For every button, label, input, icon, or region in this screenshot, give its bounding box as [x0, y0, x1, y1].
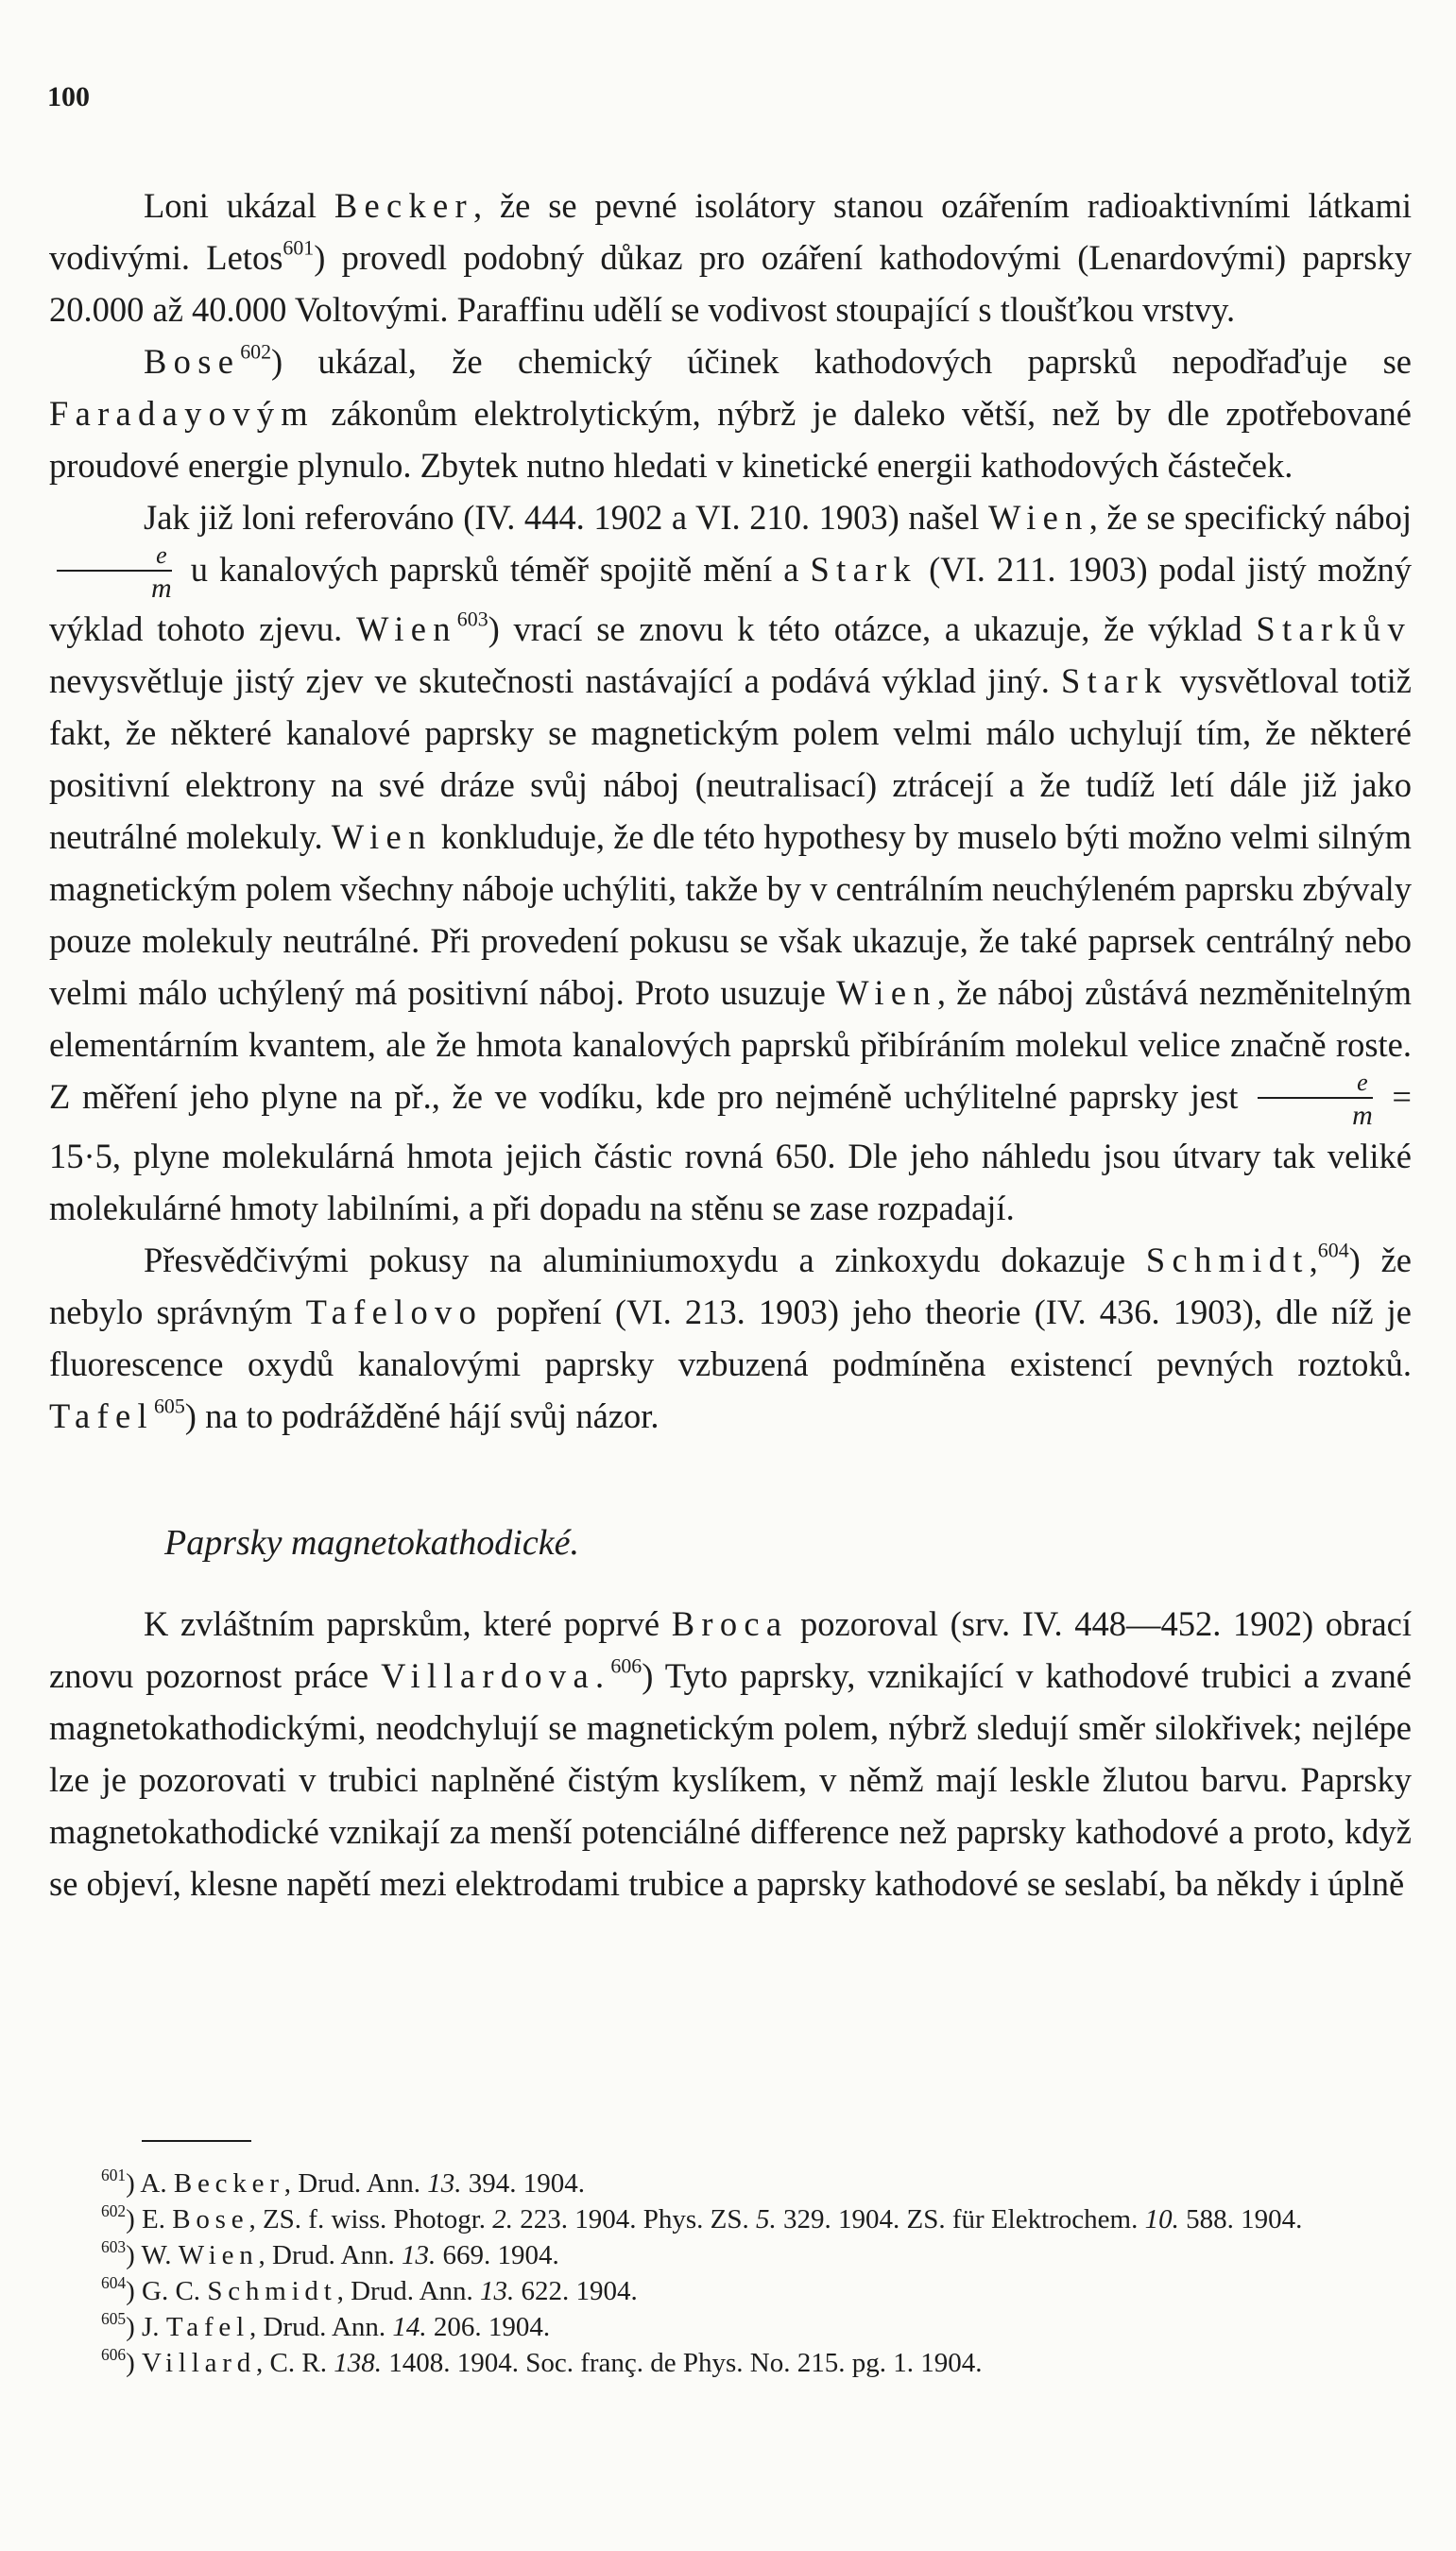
volume-number: 5.	[756, 2204, 777, 2234]
spaced-name: Stark	[810, 550, 918, 589]
text-run: 588. 1904.	[1178, 2204, 1303, 2234]
text-run: ,	[1309, 1241, 1318, 1280]
page-number: 100	[47, 81, 90, 112]
footnote-paren: )	[126, 2240, 142, 2270]
spaced-name: Wien	[356, 609, 457, 649]
spaced-name: Villard	[142, 2348, 257, 2378]
text-run: Přesvědčivými pokusy na aluminiumoxydu a zinkoxydu dokazuje	[144, 1241, 1146, 1280]
paragraph	[49, 1234, 1412, 1442]
paragraph	[49, 1598, 1412, 1909]
text-run: Jak již loni referováno (IV. 444. 1902 a VI. 210. 1903) našel	[144, 498, 988, 537]
paragraph	[49, 180, 1412, 335]
text-run: G. C.	[142, 2276, 208, 2306]
fraction-numerator: e	[57, 543, 172, 572]
footnote-paren: )	[126, 2168, 141, 2199]
footnotes	[49, 2166, 1412, 2381]
text-run: u kanalových paprsků téměř spojitě mění a	[179, 550, 811, 589]
text-run: vysvětloval totiž fakt, že některé kanalové paprsky se magnetickým polem velmi málo uchylují tím, že některé positivní elektrony na své dráze svůj náboj (neutralisací) ztrácejí a že tudíž letí dále již jako neutrálné molekuly.	[49, 661, 1413, 857]
footnote-number: 602	[101, 2200, 127, 2220]
spaced-name: Becker	[173, 2168, 284, 2199]
text-run: (VI. 211. 1903) podal jistý možný výklad tohoto zjevu.	[49, 550, 1413, 649]
spaced-name: Villardova.	[381, 1656, 611, 1696]
footnote	[49, 2201, 1412, 2237]
footnote-number: 606	[101, 2344, 127, 2364]
text-run: ) Tyto paprsky, vznikající v kathodové trubici a zvané magnetokathodickými, neodchylují se magnetickým polem, nýbrž sledují směr silokřivek; nejlépe lze je pozorovati v trubici naplněné čistým kyslíkem, v němž mají leskle žlutou barvu. Paprsky magnetokathodické vznikají za menší potenciálné difference než paprsky kathodové a proto, když se objeví, klesne napětí mezi elektrodami trubice a paprsky kathodové se seslabí, ba někdy i úplně	[49, 1656, 1412, 1904]
volume-number: 13.	[427, 2168, 462, 2199]
spaced-name: Wien	[836, 973, 937, 1013]
text-run: ) že nebylo správným	[49, 1241, 1412, 1332]
main-paragraphs	[49, 180, 1412, 1442]
spaced-name: Faradayovým	[49, 394, 315, 433]
footnote	[49, 2345, 1412, 2381]
spaced-name: Starkův	[1256, 609, 1412, 649]
section-heading: Paprsky magnetokathodické.	[164, 1523, 579, 1564]
text-run: A.	[140, 2168, 174, 2199]
footnote-paren: )	[126, 2312, 143, 2342]
text-run: , Drud. Ann.	[258, 2240, 402, 2270]
footnote-number: 605	[101, 2308, 127, 2328]
paragraph	[49, 335, 1412, 491]
footnote-paren: )	[126, 2276, 143, 2306]
text-run: zákonům elektrolytickým, nýbrž je daleko větší, než by dle zpotřebované proudové energie plynulo. Zbytek nutno hledati v kinetické energii kathodových částeček.	[49, 394, 1412, 485]
fraction-e-over-m	[57, 543, 172, 603]
footnote-ref: 606	[610, 1653, 642, 1678]
volume-number: 2.	[492, 2204, 514, 2234]
text-run: pozoroval (srv. IV. 448—452. 1902) obrací znovu pozornost práce	[49, 1604, 1412, 1696]
text-run: nevysvětluje jistý zjev ve skutečnosti nastávající a podává výklad jiný.	[49, 661, 1062, 701]
footnote	[49, 2237, 1412, 2273]
spaced-name: Tafel	[165, 2312, 249, 2342]
footnote	[49, 2273, 1412, 2309]
footnote-number: 603	[101, 2236, 127, 2256]
fraction-numerator: e	[1258, 1070, 1373, 1099]
text-run: ) ukázal, že chemický účinek kathodových paprsků nepodřaďuje se	[271, 342, 1412, 381]
text-run: 394. 1904.	[461, 2168, 585, 2199]
body-text	[49, 180, 1412, 1909]
footnote-paren: )	[126, 2204, 143, 2234]
text-run: ) na to podrážděné hájí svůj názor.	[184, 1396, 659, 1436]
spaced-name: Wien	[178, 2240, 259, 2270]
section-paragraphs	[49, 1598, 1412, 1909]
fraction-e-over-m	[1258, 1070, 1373, 1130]
text-run: 223. 1904. Phys. ZS.	[513, 2204, 757, 2234]
text-run: = 15·5, plyne molekulárná hmota jejich částic rovná 650. Dle jeho náhledu jsou útvary tak veliké molekulárné hmoty labilními, a při dopadu na stěnu se zase rozpadají.	[49, 1077, 1412, 1228]
volume-number: 13.	[402, 2240, 437, 2270]
text-run: 329. 1904. ZS. für Elektrochem.	[776, 2204, 1145, 2234]
spaced-name: Bose	[172, 2204, 249, 2234]
text-run: , Drud. Ann.	[248, 2312, 393, 2342]
footnote-ref: 604	[1317, 1238, 1349, 1262]
text-run: 1408. 1904. Soc. franç. de Phys. No. 215. pg. 1. 1904.	[381, 2348, 983, 2378]
footnote-divider	[142, 2140, 251, 2142]
footnote	[49, 2309, 1412, 2345]
spaced-name: Becker	[334, 186, 474, 225]
footnote-number: 604	[101, 2272, 127, 2292]
spaced-name: Tafelovo	[305, 1293, 484, 1332]
text-run: 206. 1904.	[426, 2312, 551, 2342]
text-run: , že se specifický náboj	[1088, 498, 1413, 537]
spaced-name: Bose	[144, 342, 241, 381]
footnote-ref: 605	[153, 1394, 185, 1418]
text-run: popření (VI. 213. 1903) jeho theorie (IV. 436. 1903), dle níž je fluorescence oxydů kanalovými paprsky vzbuzená podmíněna existencí pevných roztoků.	[49, 1293, 1413, 1384]
text-run: ) vrací se znovu k této otázce, a ukazuje, že výklad	[488, 609, 1257, 649]
spaced-name: Tafel	[49, 1396, 154, 1436]
volume-number: 138.	[334, 2348, 382, 2378]
text-run: , ZS. f. wiss. Photogr.	[248, 2204, 493, 2234]
paragraph	[49, 491, 1412, 1234]
footnote-ref: 601	[283, 235, 315, 260]
text-run: , Drud. Ann.	[283, 2168, 428, 2199]
spaced-name: Wien	[331, 817, 433, 857]
text-run: , že se pevné isolátory stanou ozářením radioaktivními látkami vodivými. Letos	[49, 186, 1412, 277]
spaced-name: Stark	[1061, 661, 1169, 701]
text-run: , Drud. Ann.	[336, 2276, 481, 2306]
footnote	[49, 2166, 1412, 2201]
volume-number: 13.	[480, 2276, 515, 2306]
text-run: K zvláštním paprskům, které poprvé	[144, 1604, 672, 1644]
volume-number: 10.	[1144, 2204, 1179, 2234]
text-run: J.	[142, 2312, 166, 2342]
volume-number: 14.	[392, 2312, 427, 2342]
text-run: 669. 1904.	[436, 2240, 559, 2270]
spaced-name: Wien	[987, 498, 1089, 537]
text-run: W.	[141, 2240, 179, 2270]
footnote-paren: )	[126, 2348, 143, 2378]
text-run: ) provedl podobný důkaz pro ozáření kathodovými (Lenardovými) paprsky 20.000 až 40.000 Voltovými. Paraffinu udělí se vodivost stoupající s tloušťkou vrstvy.	[49, 238, 1413, 329]
text-run: Loni ukázal	[144, 186, 334, 225]
spaced-name: Schmidt	[207, 2276, 337, 2306]
footnote-number: 601	[101, 2165, 127, 2184]
spaced-name: Broca	[671, 1604, 789, 1644]
text-run: , že náboj zůstává nezměnitelným elementárním kvantem, ale že hmota kanalových paprsků přibíráním molekul velice značně roste. Z měření jeho plyne na př., že ve vodíku, kde pro nejméně uchýlitelné paprsky jest	[49, 973, 1412, 1117]
fraction-denominator: m	[1352, 1100, 1373, 1132]
spaced-name: Schmidt	[1145, 1241, 1310, 1280]
text-run: , C. R.	[256, 2348, 334, 2378]
text-run: E.	[142, 2204, 173, 2234]
fraction-denominator: m	[151, 573, 172, 605]
text-run: konkluduje, že dle této hypothesy by muselo býti možno velmi silným magnetickým polem všechny náboje uchýliti, takže by v centrálním neuchýleném paprsku zbývaly pouze molekuly neutrálné. Při provedení pokusu se však ukazuje, že také paprsek centrálný nebo velmi málo uchýlený má positivní náboj. Proto usuzuje	[49, 817, 1413, 1013]
footnote-ref: 602	[240, 339, 272, 364]
footnote-ref: 603	[456, 607, 488, 631]
text-run: 622. 1904.	[514, 2276, 638, 2306]
